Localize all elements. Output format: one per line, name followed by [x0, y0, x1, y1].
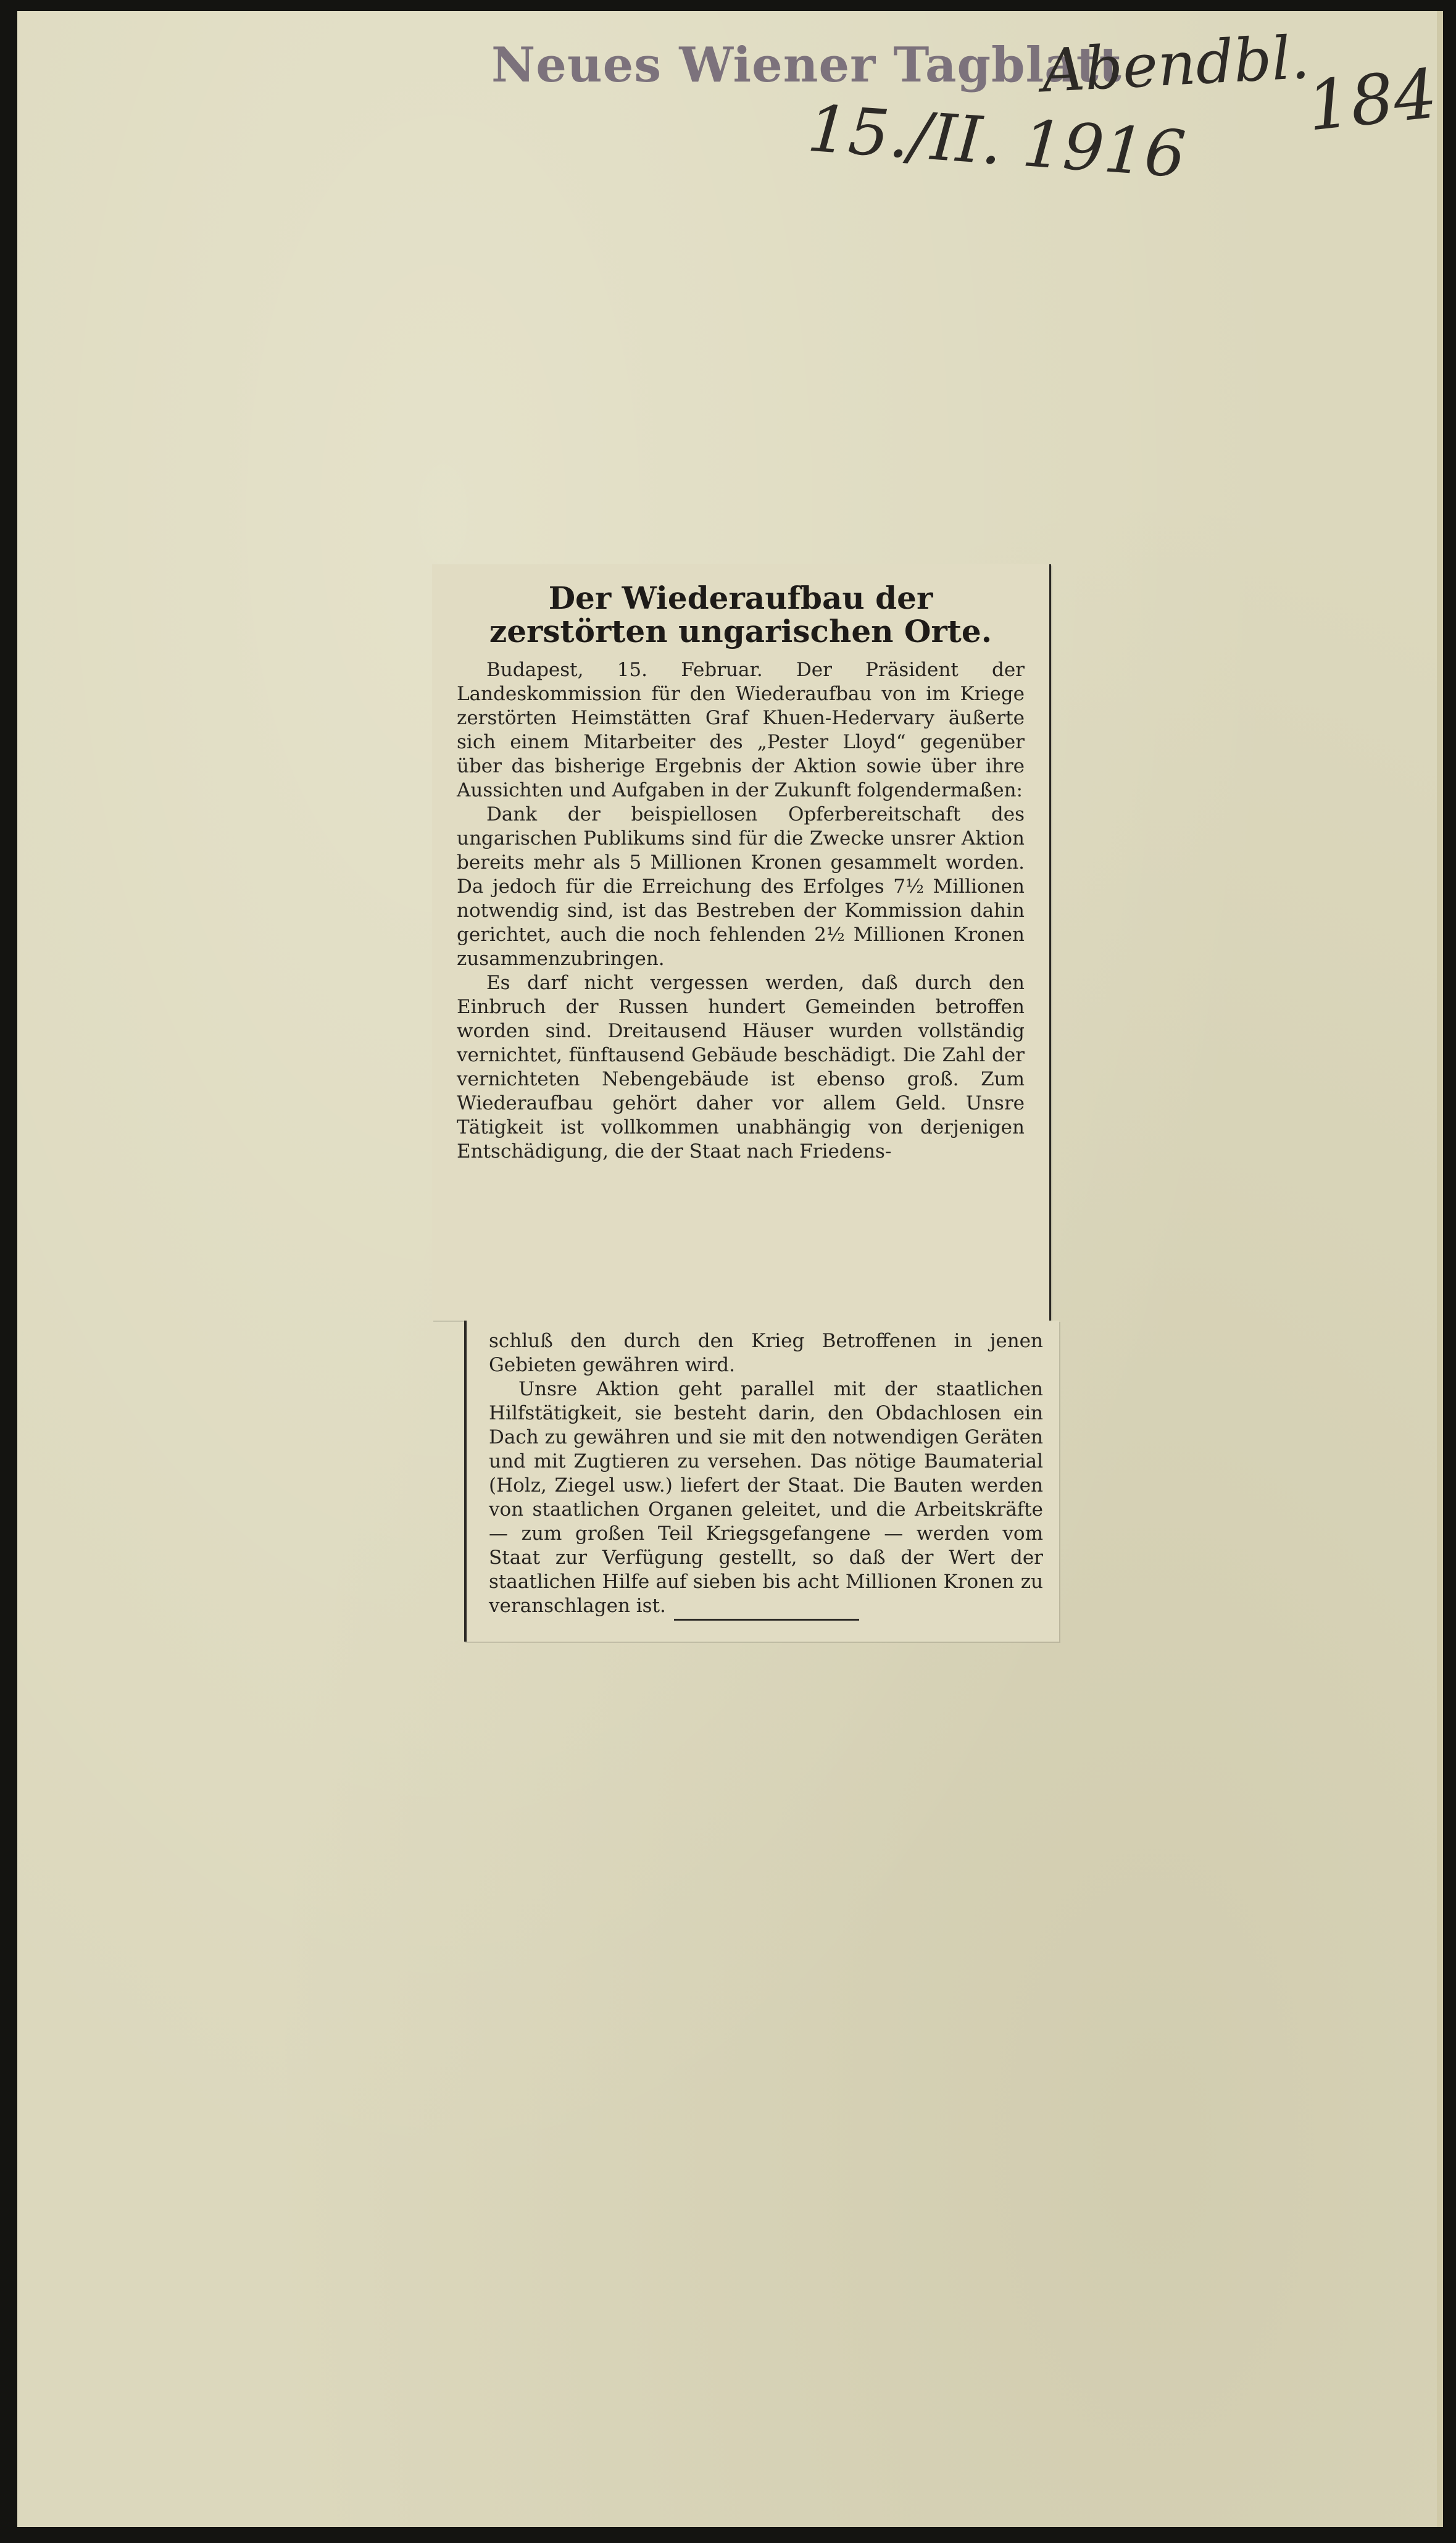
archive-mounting-board: [17, 11, 1443, 2527]
article-column-upper: [432, 564, 1049, 1164]
article-paragraph-1: Budapest, 15. Februar. Der Präsident der Landeskommission für den Wiederaufbau von im Kriege zerstörten Heimstätten Graf Khuen-Hedervary äußerte sich einem Mitarbeiter des „Pester Lloyd“ gegenüber über das bisherige Ergebnis der Aktion sowie über ihre Aussichten und Aufgaben in der Zukunft folgendermaßen:: [457, 659, 1025, 801]
article-paragraph-3: Es darf nicht vergessen werden, daß durch den Einbruch der Russen hundert Gemeinden betroffen worden sind. Dreitausend Häuser wurden vollständig vernichtet, fünftausend Gebäude beschädigt. Die Zahl der vernichteten Nebengebäude ist ebenso groß. Zum Wiederaufbau gehört daher vor allem Geld. Unsre Tätigkeit ist vollkommen unabhängig von derjenigen Entschädigung, die der Staat nach Friedens-: [457, 972, 1025, 1163]
article-paragraph-3-continued: schluß den durch den Krieg Betroffenen in jenen Gebieten gewähren wird.: [489, 1330, 1043, 1376]
handwritten-date-note: 15./II. 1916: [805, 90, 1188, 193]
article-paragraph-2: Dank der beispiellosen Opferbereitschaft des ungarischen Publikums sind für die Zwecke unsrer Aktion bereits mehr als 5 Millionen Kronen gesammelt worden. Da jedoch für die Erreichung des Erfolges 7½ Millionen notwendig sind, ist das Bestreben der Kommission dahin gerichtet, auch die noch fehlenden 2½ Millionen Kronen zusammenzubringen.: [457, 803, 1025, 970]
newspaper-clipping-upper: [432, 564, 1051, 1321]
newspaper-clipping-lower: [464, 1321, 1059, 1642]
article-column-lower: [467, 1321, 1059, 1618]
handwritten-edition-note: Abendbl.: [1040, 22, 1312, 106]
article-paragraph-4: Unsre Aktion geht parallel mit der staatlichen Hilfstätigkeit, sie besteht darin, den Obdachlosen ein Dach zu gewähren und sie mit den notwendigen Geräten und mit Zugtieren zu versehen. Das nötige Baumaterial (Holz, Ziegel usw.) liefert der Staat. Die Bauten werden von staatlichen Organen geleitet, und die Arbeitskräfte — zum großen Teil Kriegsgefangene — werden vom Staat zur Verfügung gestellt, so daß der Wert der staatlichen Hilfe auf sieben bis acht Millionen Kronen zu veranschlagen ist.: [489, 1378, 1043, 1617]
newspaper-name-stamp: Neues Wiener Tagblatt: [491, 37, 1122, 93]
article-headline: Der Wiederaufbau der zerstörten ungarischen Orte.: [489, 580, 992, 649]
handwritten-folio-number: 184: [1303, 54, 1441, 146]
closing-rule: [674, 1619, 859, 1621]
